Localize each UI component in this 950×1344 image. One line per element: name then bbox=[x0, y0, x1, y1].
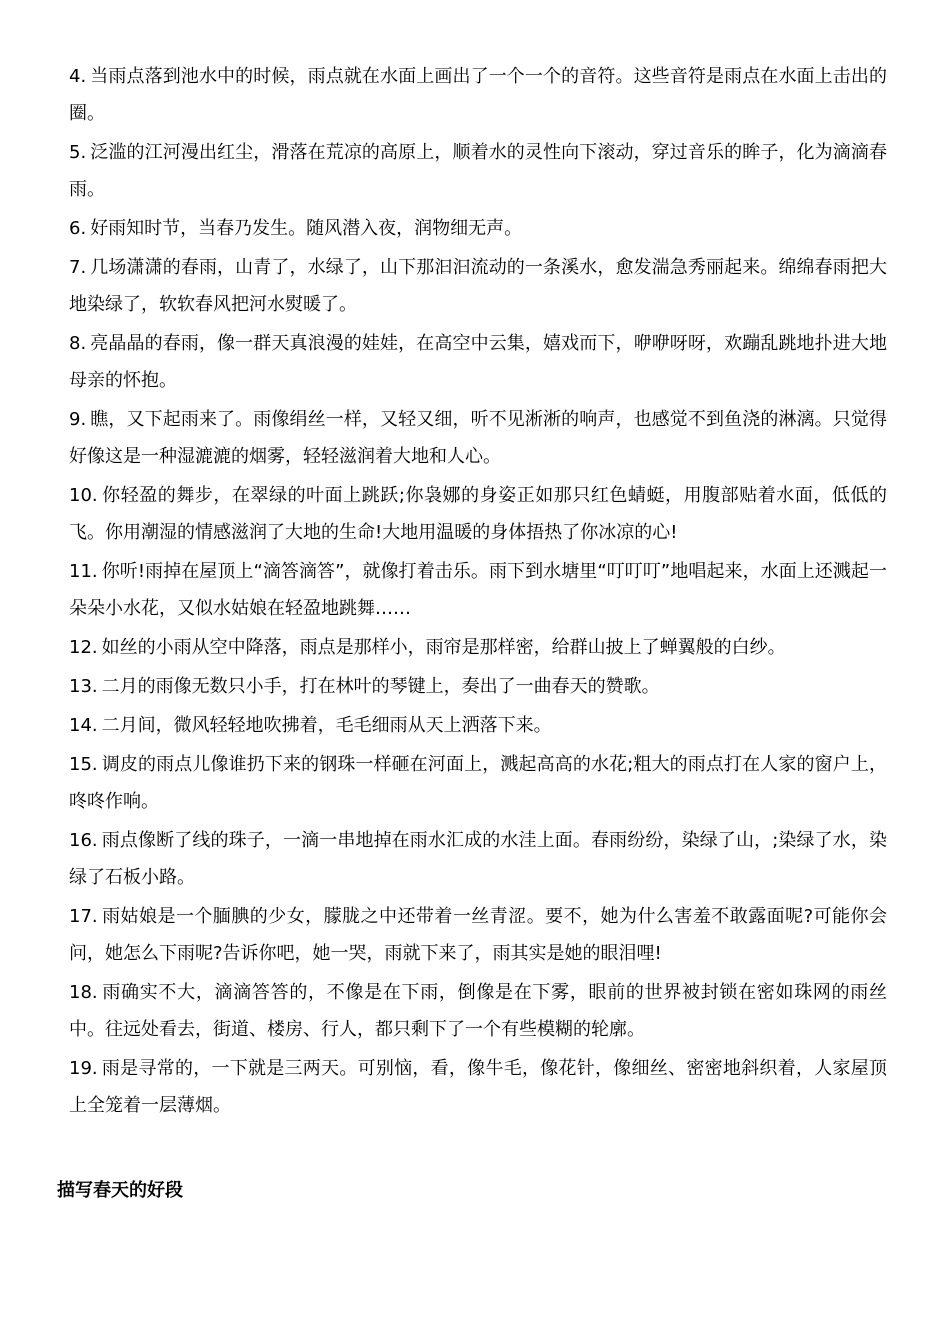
list-item bbox=[69, 707, 887, 744]
item-number: 13. bbox=[69, 676, 98, 697]
item-text: 雨是寻常的，一下就是三两天。可别恼，看，像牛毛，像花针，像细丝、密密地斜织着，人家屋顶上全笼着一层薄烟。 bbox=[69, 1058, 887, 1116]
list-item bbox=[69, 974, 887, 1048]
item-text: 瞧，又下起雨来了。雨像绢丝一样，又轻又细，听不见淅淅的响声，也感觉不到鱼浇的淋漓。只觉得好像这是一种湿漉漉的烟雾，轻轻滋润着大地和人心。 bbox=[69, 409, 887, 467]
list-item bbox=[69, 746, 887, 820]
list-item bbox=[69, 898, 887, 972]
list-item bbox=[69, 210, 887, 247]
list-item bbox=[69, 325, 887, 399]
list-item bbox=[69, 629, 887, 666]
item-text: 雨点像断了线的珠子，一滴一串地掉在雨水汇成的水洼上面。春雨纷纷，染绿了山，;染绿了水，染绿了石板小路。 bbox=[69, 830, 887, 888]
item-number: 16. bbox=[69, 830, 98, 851]
item-text: 二月的雨像无数只小手，打在林叶的琴键上，奏出了一曲春天的赞歌。 bbox=[101, 676, 660, 697]
item-text: 雨确实不大，滴滴答答的，不像是在下雨，倒像是在下雾，眼前的世界被封锁在密如珠网的雨丝中。往远处看去，街道、楼房、行人，都只剩下了一个有些模糊的轮廓。 bbox=[69, 982, 887, 1040]
item-number: 5. bbox=[69, 142, 87, 163]
item-text: 当雨点落到池水中的时候，雨点就在水面上画出了一个一个的音符。这些音符是雨点在水面上击出的圈。 bbox=[69, 66, 887, 124]
list-item bbox=[69, 477, 887, 551]
item-text: 泛滥的江河漫出红尘，滑落在荒凉的高原上，顺着水的灵性向下滚动，穿过音乐的眸子，化为滴滴春雨。 bbox=[69, 142, 887, 200]
item-number: 12. bbox=[69, 637, 98, 658]
item-text: 调皮的雨点儿像谁扔下来的钢珠一样砸在河面上，溅起高高的水花;粗大的雨点打在人家的窗户上，咚咚作响。 bbox=[69, 754, 887, 812]
item-text: 如丝的小雨从空中降落，雨点是那样小，雨帘是那样密，给群山披上了蝉翼般的白纱。 bbox=[101, 637, 786, 658]
item-number: 17. bbox=[69, 906, 98, 927]
item-number: 15. bbox=[69, 754, 98, 775]
item-number: 8. bbox=[69, 333, 87, 354]
item-number: 6. bbox=[69, 218, 87, 239]
item-text: 好雨知时节，当春乃发生。随风潜入夜，润物细无声。 bbox=[90, 218, 523, 239]
item-text: 雨姑娘是一个腼腆的少女，朦胧之中还带着一丝青涩。要不，她为什么害羞不敢露面呢?可能你会问，她怎么下雨呢?告诉你吧，她一哭，雨就下来了，雨其实是她的眼泪哩! bbox=[69, 906, 887, 964]
list-item bbox=[69, 134, 887, 208]
list-item bbox=[69, 668, 887, 705]
sentence-list bbox=[69, 58, 887, 1126]
item-number: 10. bbox=[69, 485, 98, 506]
list-item bbox=[69, 249, 887, 323]
item-number: 4. bbox=[69, 66, 87, 87]
item-text: 几场潇潇的春雨，山青了，水绿了，山下那汩汩流动的一条溪水，愈发湍急秀丽起来。绵绵春雨把大地染绿了，软软春风把河水熨暖了。 bbox=[69, 257, 887, 315]
item-number: 7. bbox=[69, 257, 87, 278]
item-text: 你轻盈的舞步，在翠绿的叶面上跳跃;你袅娜的身姿正如那只红色蜻蜓，用腹部贴着水面，低低的飞。你用潮湿的情感滋润了大地的生命!大地用温暖的身体捂热了你冰凉的心! bbox=[69, 485, 887, 543]
item-number: 9. bbox=[69, 409, 87, 430]
section-heading: 描写春天的好段 bbox=[57, 1180, 183, 1201]
list-item bbox=[69, 401, 887, 475]
item-text: 亮晶晶的春雨，像一群天真浪漫的娃娃，在高空中云集，嬉戏而下，咿咿呀呀，欢蹦乱跳地扑进大地母亲的怀抱。 bbox=[69, 333, 887, 391]
item-text: 二月间，微风轻轻地吹拂着，毛毛细雨从天上洒落下来。 bbox=[101, 715, 552, 736]
item-number: 14. bbox=[69, 715, 98, 736]
item-text: 你听!雨掉在屋顶上“滴答滴答”，就像打着击乐。雨下到水塘里“叮叮叮”地唱起来，水面上还溅起一朵朵小水花，又似水姑娘在轻盈地跳舞…… bbox=[69, 561, 887, 619]
list-item bbox=[69, 553, 887, 627]
item-number: 19. bbox=[69, 1058, 98, 1079]
list-item bbox=[69, 822, 887, 896]
list-item bbox=[69, 1050, 887, 1124]
list-item bbox=[69, 58, 887, 132]
item-number: 18. bbox=[69, 982, 98, 1003]
item-number: 11. bbox=[69, 561, 98, 582]
